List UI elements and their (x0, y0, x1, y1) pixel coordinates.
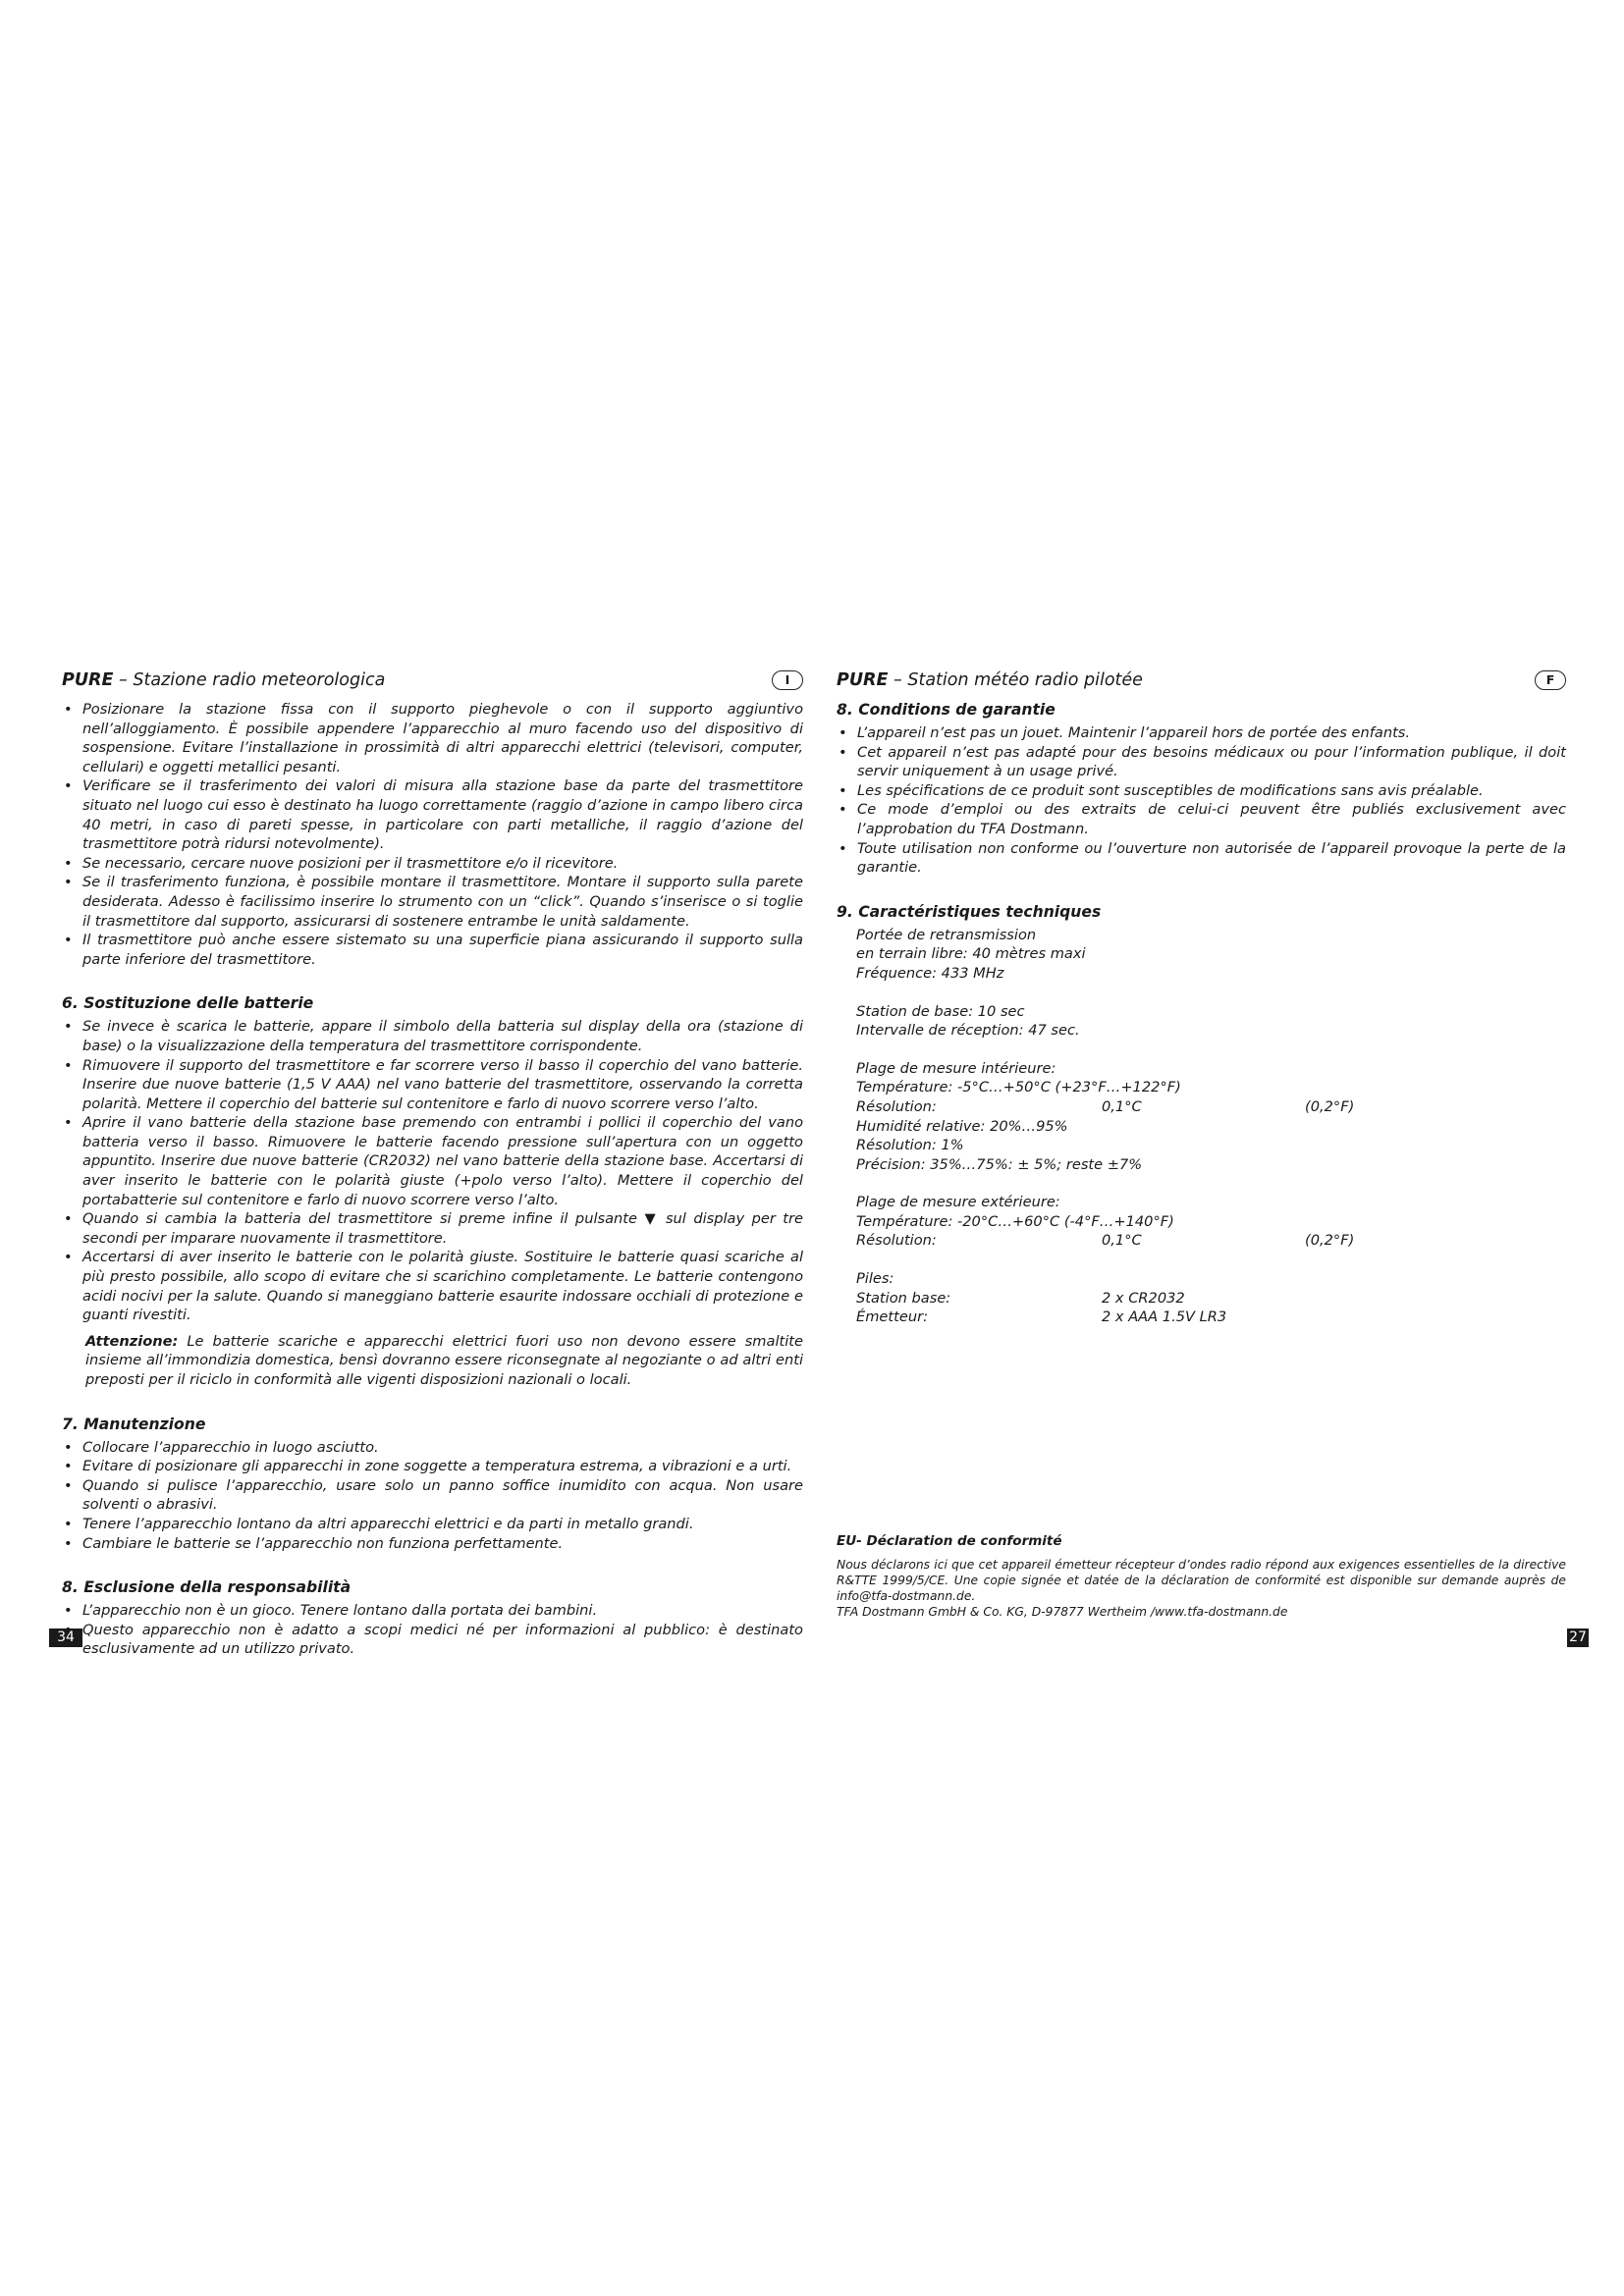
spec-line: Fréquence: 433 MHz (856, 964, 1004, 982)
section-heading: 7. Manutenzione (62, 1415, 206, 1433)
language-badge: F (1535, 670, 1566, 690)
list-item: • Se necessario, cercare nuove posizioni per il trasmettitore e/o il ricevitore. (62, 854, 803, 874)
spec-block-batteries (856, 1269, 1566, 1327)
spec-value: 0,1°C (1102, 1232, 1142, 1250)
section-heading: 8. Esclusione della responsabilità (62, 1578, 352, 1597)
spec-block-outdoor (856, 1193, 1566, 1251)
warranty-list (837, 723, 1566, 878)
list-item: • L’appareil n’est pas un jouet. Maintenir l’appareil hors de portée des enfants. (837, 723, 1566, 743)
intro-list (62, 700, 803, 969)
list-item: • Aprire il vano batterie della stazione base premendo con entrambi i pollici il coperchio del vano batteria verso il basso. Rimuovere le batterie facendo pressione sull’apertura con un oggetto appuntito. Inserire due nuove batterie (CR2032) nel vano batterie della stazione base. Accertarsi di aver inserito le batterie con le polarità giuste (+polo verso l’alto). Mettere il coperchio del portabatterie sul contenitore e farlo di nuovo scorrere verso l’alto. (62, 1113, 803, 1209)
list-item: • Questo apparecchio non è adatto a scopi medici né per informazioni al pubblico: è destinato esclusivamente ad un utilizzo privato. (62, 1621, 803, 1659)
spec-line: Humidité relative: 20%…95% (856, 1117, 1068, 1135)
spec-line: Piles: (856, 1270, 894, 1288)
title-brand: PURE (837, 670, 889, 690)
spec-line: Température: -20°C…+60°C (-4°F…+140°F) (856, 1212, 1174, 1230)
spec-line: Portée de retransmission (856, 926, 1037, 943)
section-heading: 9. Caractéristiques techniques (837, 902, 1102, 921)
spec-line: Plage de mesure intérieure: (856, 1059, 1056, 1077)
spec-row (856, 1231, 1566, 1251)
spec-row (856, 1289, 1566, 1308)
eu-address: TFA Dostmann GmbH & Co. KG, D-97877 Wertheim /www.tfa-dostmann.de (837, 1605, 1288, 1619)
list-item: • Se invece è scarica le batterie, appare il simbolo della batteria sul display della ora (stazione di base) o la visualizzazione della temperatura del trasmettitore corrispondente. (62, 1017, 803, 1055)
spec-row (856, 1097, 1566, 1117)
liability-list (62, 1601, 803, 1659)
list-item: • L’apparecchio non è un gioco. Tenere lontano dalla portata dei bambini. (62, 1601, 803, 1621)
title-text: – Stazione radio meteorologica (113, 670, 386, 690)
spec-line: Précision: 35%…75%: ± 5%; reste ±7% (856, 1155, 1143, 1173)
list-item: • Posizionare la stazione fissa con il supporto pieghevole o con il supporto aggiuntivo nell’alloggiamento. È possibile appendere l’apparecchio al muro facendo uso del dispositivo di sospensione. Evitare l’installazione in prossimità di altri apparecchi elettrici (televisori, computer, cellulari) e oggetti metallici pesanti. (62, 700, 803, 776)
spec-label: Émetteur: (856, 1308, 929, 1326)
title-brand: PURE (62, 670, 114, 690)
section-heading: 8. Conditions de garantie (837, 701, 1056, 719)
list-item: • Il trasmettitore può anche essere sistemato su una superficie piana assicurando il supporto sulla parte inferiore del trasmettitore. (62, 931, 803, 969)
list-item: • Se il trasferimento funziona, è possibile montare il trasmettitore. Montare il supporto sulla parete desiderata. Adesso è facilissimo inserire lo strumento con un “click”. Quando s’inserisce o si toglie il trasmettitore dal supporto, assicurarsi di sostenere entrambe le unità saldamente. (62, 873, 803, 931)
battery-list (62, 1017, 803, 1325)
page-number-left: 34 (49, 1629, 82, 1647)
spec-value: (0,2°F) (1305, 1097, 1355, 1115)
disposal-note (62, 1332, 803, 1390)
list-item: • Tenere l’apparecchio lontano da altri apparecchi elettrici e da parti in metallo grandi. (62, 1515, 803, 1534)
spec-line: en terrain libre: 40 mètres maxi (856, 945, 1086, 963)
list-item: • Ce mode d’emploi ou des extraits de celui-ci peuvent être publiés exclusivement avec l’approbation du TFA Dostmann. (837, 800, 1566, 838)
spec-line: Intervalle de réception: 47 sec. (856, 1022, 1080, 1040)
list-item: • Cambiare le batterie se l’apparecchio non funziona perfettamente. (62, 1534, 803, 1554)
list-item: • Verificare se il trasferimento dei valori di misura alla stazione base da parte del trasmettitore situato nel luogo cui esso è destinato ha luogo correttamente (raggio d’azione in campo libero circa 40 metri, in caso di pareti spesse, in particolare con parti metalliche, il raggio d’azione del trasmettitore potrà ridursi notevolmente). (62, 776, 803, 853)
spec-value: (0,2°F) (1305, 1232, 1355, 1250)
language-badge: I (772, 670, 803, 690)
list-item: • Evitare di posizionare gli apparecchi in zone soggette a temperatura estrema, a vibrazioni e a urti. (62, 1457, 803, 1476)
italian-page (62, 669, 803, 1659)
list-item: • Rimuovere il supporto del trasmettitore e far scorrere verso il basso il coperchio del vano batterie. Inserire due nuove batterie (1,5 V AAA) nel vano batterie del trasmettitore, osservando la corretta polarità. Mettere il coperchio del batterie sul contenitore e farlo di nuovo scorrere verso l’alto. (62, 1056, 803, 1114)
spec-label: Résolution: (856, 1097, 937, 1115)
tech-specs (837, 926, 1566, 1327)
spec-row (856, 1308, 1566, 1327)
french-page (837, 669, 1566, 1346)
section-heading: 6. Sostituzione delle batterie (62, 994, 314, 1013)
list-item: • Quando si cambia la batteria del trasmettitore si preme infine il pulsante ▼ sul display per tre secondi per imparare nuovamente il trasmettitore. (62, 1209, 803, 1248)
spec-block-interval (856, 1002, 1566, 1041)
list-item: • Collocare l’apparecchio in luogo asciutto. (62, 1438, 803, 1458)
list-item: • Cet appareil n’est pas adapté pour des besoins médicaux ou pour l’information publique, il doit servir uniquement à un usage privé. (837, 743, 1566, 781)
page-number-right: 27 (1567, 1629, 1589, 1647)
eu-declaration (837, 1533, 1566, 1620)
title-text: – Station météo radio pilotée (888, 670, 1143, 690)
spec-line: Résolution: 1% (856, 1137, 964, 1154)
spec-label: Station base: (856, 1289, 951, 1307)
maintenance-list (62, 1438, 803, 1554)
spec-block-indoor (856, 1059, 1566, 1175)
list-item: • Toute utilisation non conforme ou l’ouverture non autorisée de l’appareil provoque la perte de la garantie. (837, 839, 1566, 878)
eu-text: Nous déclarons ici que cet appareil émetteur récepteur d’ondes radio répond aux exigences essentielles de la directive R&TTE 1999/5/CE. Une copie signée et datée de la déclaration de conformité est disponible sur demande auprès de info@tfa-dostmann.de. (837, 1558, 1566, 1603)
page-title (837, 669, 1566, 693)
spec-value: 0,1°C (1102, 1097, 1142, 1115)
spec-line: Plage de mesure extérieure: (856, 1194, 1060, 1211)
list-item: • Quando si pulisce l’apparecchio, usare solo un panno soffice inumidito con acqua. Non usare solventi o abrasivi. (62, 1476, 803, 1515)
list-item: • Accertarsi di aver inserito le batterie con le polarità giuste. Sostituire le batterie quasi scariche al più presto possibile, allo scopo di evitare che si scarichino completamente. Le batterie contengono acidi nocivi per la salute. Quando si maneggiano batterie esaurite indossare occhiali di protezione e guanti rivestiti. (62, 1248, 803, 1324)
note-label: Attenzione: (85, 1332, 179, 1350)
eu-title: EU- Déclaration de conformité (837, 1533, 1062, 1549)
spec-value: 2 x AAA 1.5V LR3 (1102, 1308, 1227, 1326)
page-title (62, 669, 803, 693)
list-item: • Les spécifications de ce produit sont susceptibles de modifications sans avis préalable. (837, 781, 1566, 801)
spec-label: Résolution: (856, 1232, 937, 1250)
spec-line: Station de base: 10 sec (856, 1002, 1025, 1020)
spec-block-transmission (856, 926, 1566, 984)
spec-value: 2 x CR2032 (1102, 1289, 1185, 1307)
spec-line: Température: -5°C…+50°C (+23°F…+122°F) (856, 1079, 1181, 1096)
note-text: Le batterie scariche e apparecchi elettrici fuori uso non devono essere smaltite insieme all’immondizia domestica, bensì dovranno essere riconsegnate al negoziante o ad altri enti preposti per il riciclo in conformità alle vigenti disposizioni nazionali o locali. (85, 1332, 803, 1388)
